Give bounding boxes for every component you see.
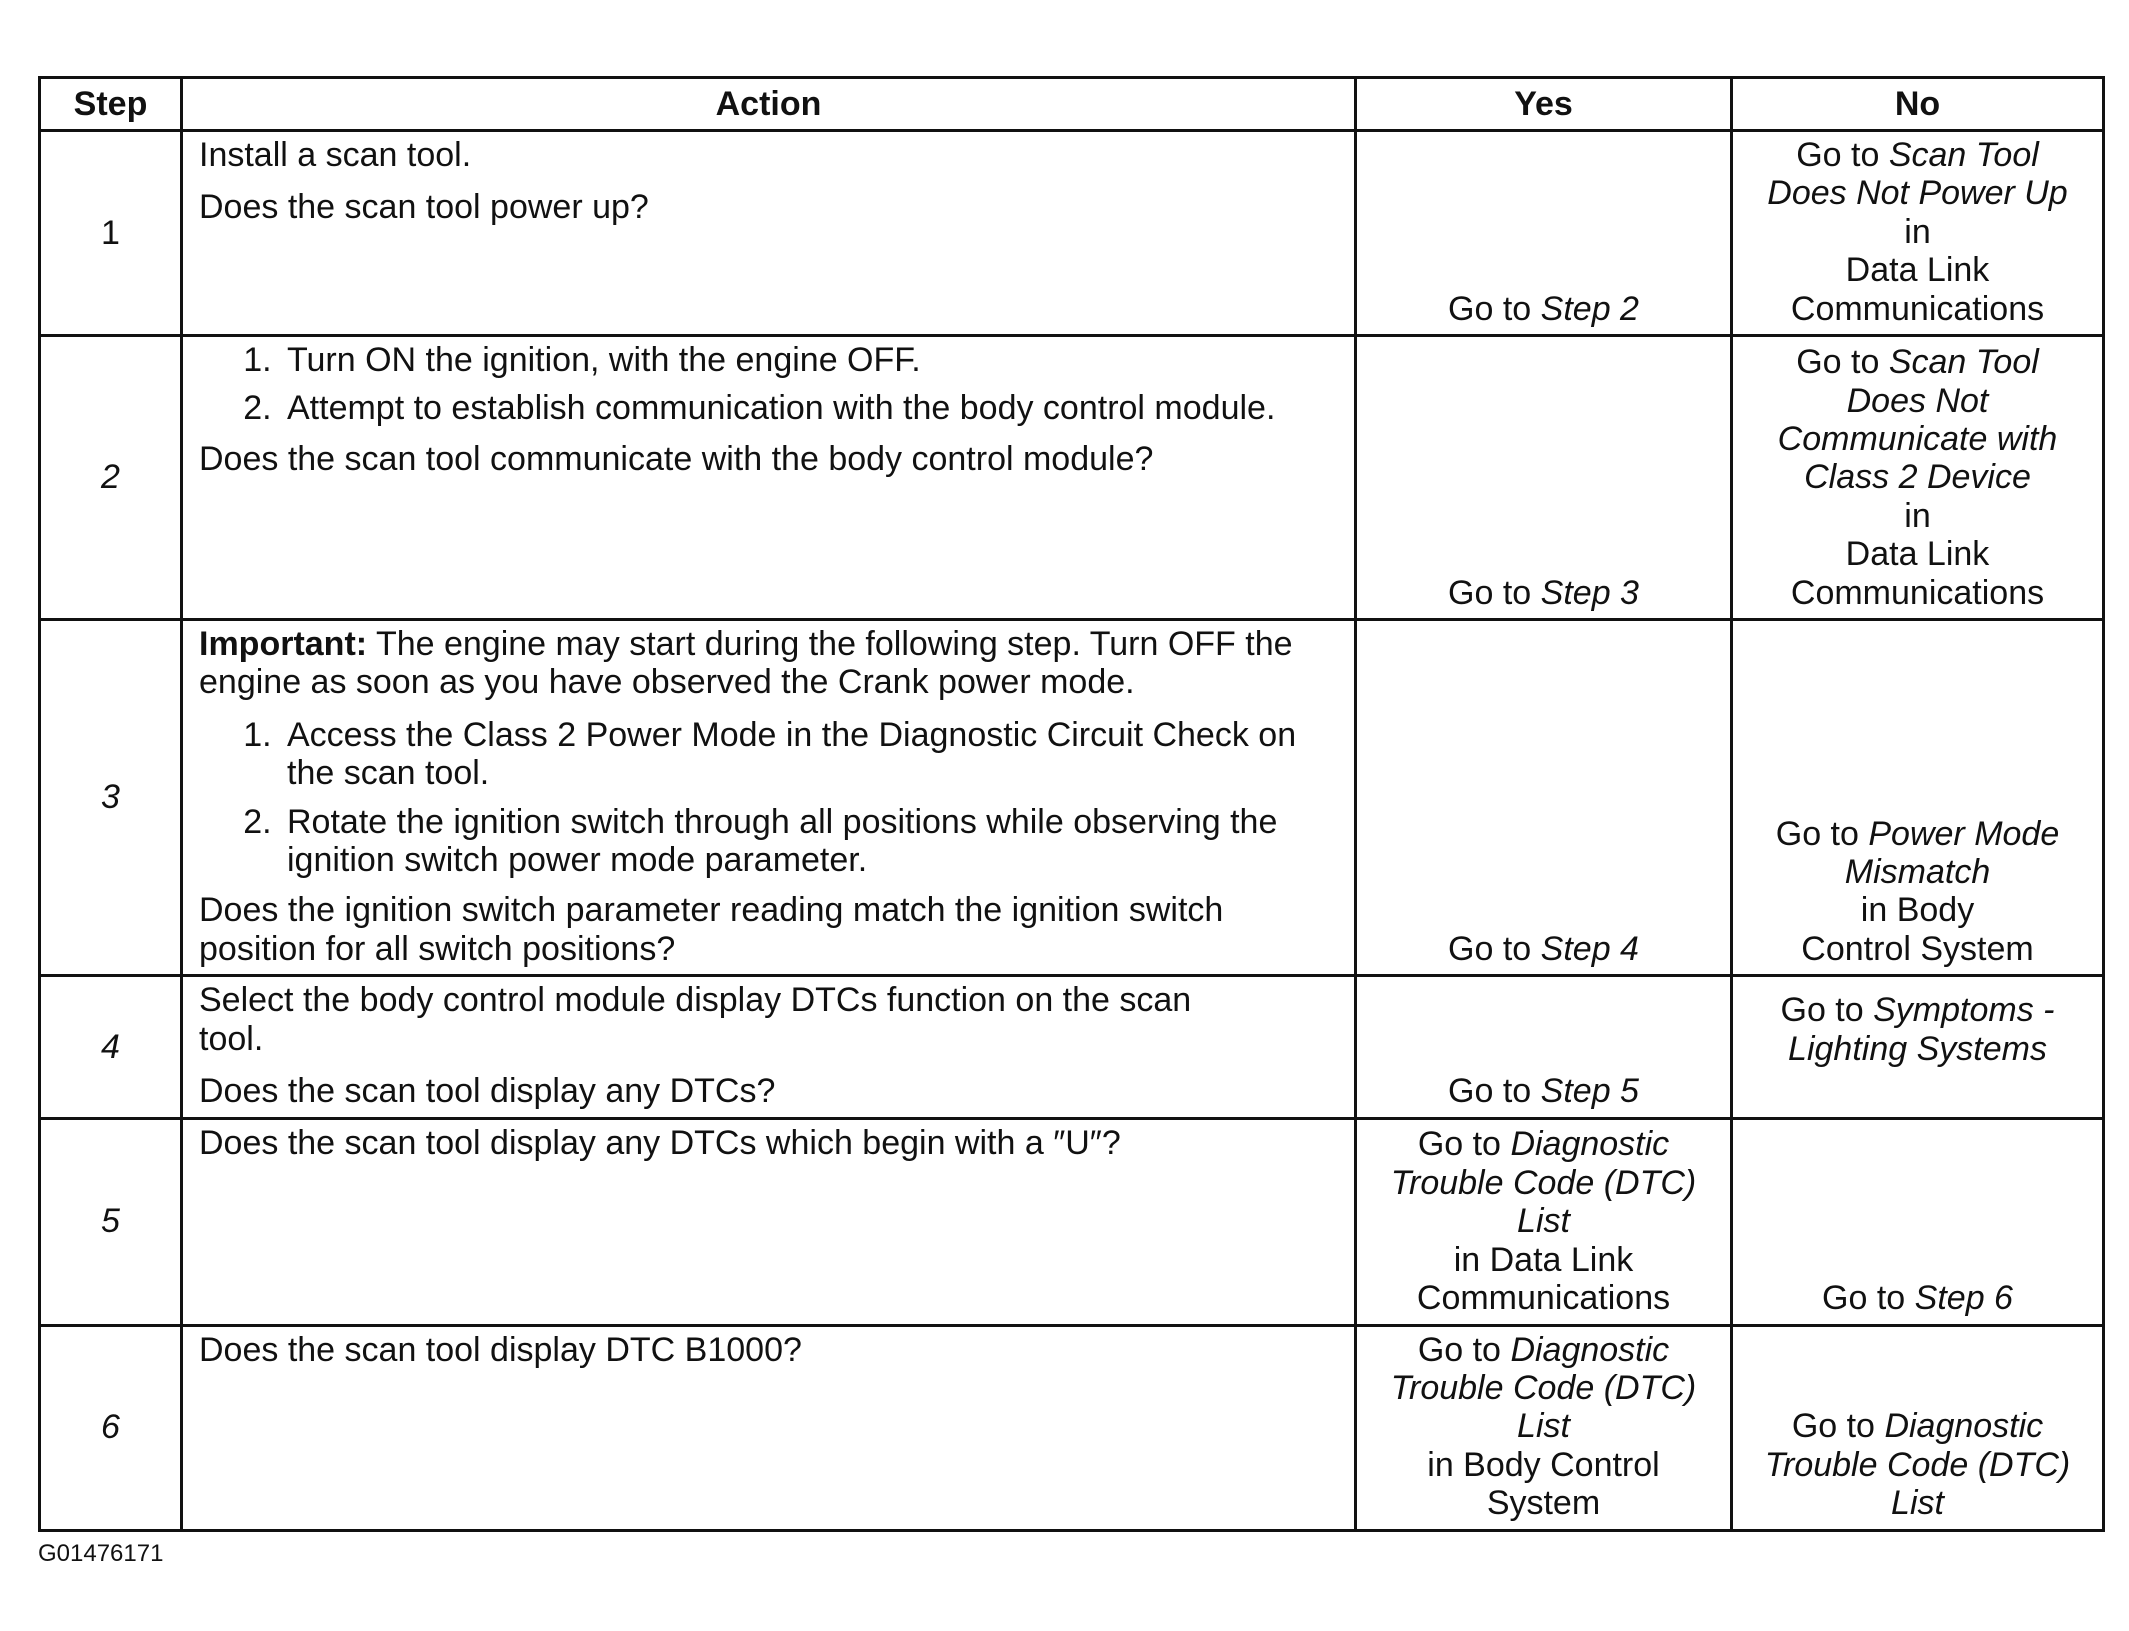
- action-question: Does the scan tool communicate with the body control module?: [199, 439, 1154, 478]
- no-system-text: Data Link: [1845, 535, 1990, 574]
- table-row-step-2: [40, 336, 2104, 620]
- action-cell: [182, 1118, 1356, 1325]
- header-action: Action: [182, 78, 1356, 131]
- yes-prefix: Go to: [1448, 573, 1532, 612]
- no-system-text: Communications: [1790, 573, 2045, 612]
- no-prefix: Go to: [1796, 136, 1880, 174]
- no-cell: [1732, 131, 2104, 336]
- yes-link-step-2[interactable]: Step 2: [1540, 289, 1639, 328]
- no-cell: [1732, 336, 2104, 620]
- yes-link-part[interactable]: Diagnostic: [1510, 1330, 1670, 1369]
- diagnostic-table: [38, 76, 2105, 1532]
- yes-cell: [1356, 1325, 1732, 1530]
- action-cell: [182, 1325, 1356, 1530]
- action-cell: [182, 620, 1356, 976]
- action-steps-list: [199, 716, 1338, 880]
- action-question: Does the scan tool power up?: [199, 188, 649, 227]
- no-link-part[interactable]: Diagnostic: [1884, 1407, 2044, 1446]
- header-step: Step: [40, 78, 182, 131]
- yes-system-text: in Body Control: [1427, 1445, 1660, 1484]
- figure-id: G01476171: [38, 1540, 164, 1567]
- action-steps-list: [199, 341, 1338, 428]
- no-link-part[interactable]: Scan Tool: [1888, 136, 2039, 174]
- yes-link-step-4[interactable]: Step 4: [1540, 929, 1639, 968]
- no-cell: [1732, 1118, 2104, 1325]
- yes-system-text: System: [1486, 1484, 1601, 1523]
- no-prefix: Go to: [1775, 814, 1859, 853]
- yes-cell: [1356, 131, 1732, 336]
- action-step-item: 2. Attempt to establish communication with the body control module.: [281, 389, 1338, 427]
- no-link-step-6[interactable]: Step 6: [1914, 1279, 2013, 1318]
- yes-system-text: in Data Link: [1453, 1240, 1634, 1279]
- step-number: 4: [40, 976, 182, 1118]
- action-step-item: 1. Turn ON the ignition, with the engine OFF.: [281, 341, 1338, 379]
- yes-link-step-3[interactable]: Step 3: [1540, 573, 1639, 612]
- table-row-step-4: [40, 976, 2104, 1118]
- no-in-text: in: [1904, 212, 1931, 251]
- action-question: Does the ignition switch parameter reading match the ignition switch position for all switch positions?: [199, 891, 1224, 968]
- important-note: [199, 625, 1338, 702]
- step-number: 3: [40, 620, 182, 976]
- no-system-text: in Body: [1860, 891, 1975, 930]
- action-cell: [182, 976, 1356, 1118]
- no-link-part[interactable]: Scan Tool: [1888, 343, 2039, 382]
- action-cell: [182, 336, 1356, 620]
- yes-prefix: Go to: [1448, 1072, 1532, 1111]
- yes-prefix: Go to: [1417, 1330, 1501, 1369]
- step-number: 1: [40, 131, 182, 336]
- no-system-text: Control System: [1801, 929, 2034, 968]
- no-prefix: Go to: [1780, 991, 1864, 1030]
- yes-link-part[interactable]: Trouble Code (DTC): [1390, 1163, 1697, 1202]
- action-question: Does the scan tool display DTC B1000?: [199, 1330, 802, 1369]
- yes-cell: [1356, 336, 1732, 620]
- no-link-part[interactable]: List: [1891, 1484, 1944, 1523]
- no-cell: [1732, 620, 2104, 976]
- table-row-step-1: [40, 131, 2104, 336]
- no-cell: [1732, 976, 2104, 1118]
- table-row-step-5: [40, 1118, 2104, 1325]
- table-row-step-3: [40, 620, 2104, 976]
- yes-prefix: Go to: [1448, 289, 1532, 328]
- step-number: 6: [40, 1325, 182, 1530]
- no-system-text: Data Link: [1845, 251, 1990, 290]
- yes-cell: [1356, 976, 1732, 1118]
- yes-system-text: Communications: [1416, 1279, 1671, 1318]
- no-link-part[interactable]: Does Not: [1846, 381, 1989, 420]
- table-row-step-6: [40, 1325, 2104, 1530]
- yes-link-step-5[interactable]: Step 5: [1540, 1072, 1639, 1111]
- header-yes: Yes: [1356, 78, 1732, 131]
- no-link-part[interactable]: Power Mode: [1868, 814, 2060, 853]
- no-system-text: Communications: [1790, 289, 2045, 328]
- yes-link-part[interactable]: Diagnostic: [1510, 1125, 1670, 1164]
- yes-link-part[interactable]: List: [1517, 1202, 1570, 1241]
- no-prefix: Go to: [1791, 1407, 1875, 1446]
- no-link-part[interactable]: Lighting Systems: [1788, 1029, 2047, 1068]
- action-question: Does the scan tool display any DTCs which begin with a ″U″?: [199, 1123, 1121, 1162]
- action-step-item: 1. Access the Class 2 Power Mode in the Diagnostic Circuit Check on the scan tool.: [281, 716, 1338, 793]
- no-link-part[interactable]: Class 2 Device: [1804, 458, 2031, 497]
- header-row: [40, 78, 2104, 131]
- yes-cell: [1356, 1118, 1732, 1325]
- yes-link-part[interactable]: List: [1517, 1407, 1570, 1446]
- yes-prefix: Go to: [1417, 1125, 1501, 1164]
- step-number: 2: [40, 336, 182, 620]
- no-link-part[interactable]: Symptoms -: [1873, 991, 2055, 1030]
- action-step-item: 2. Rotate the ignition switch through all positions while observing the ignition switch power mode parameter.: [281, 803, 1338, 880]
- yes-link-part[interactable]: Trouble Code (DTC): [1390, 1368, 1697, 1407]
- action-instruction: Select the body control module display DTCs function on the scan tool.: [199, 981, 1192, 1058]
- action-instruction: Install a scan tool.: [199, 136, 472, 174]
- no-prefix: Go to: [1796, 343, 1880, 382]
- important-label: Important:: [199, 625, 368, 664]
- header-no: No: [1732, 78, 2104, 131]
- action-cell: [182, 131, 1356, 336]
- action-question: Does the scan tool display any DTCs?: [199, 1072, 776, 1111]
- no-cell: [1732, 1325, 2104, 1530]
- no-link-part[interactable]: Trouble Code (DTC): [1764, 1445, 2071, 1484]
- important-text: The engine may start during the following step. Turn OFF the engine as soon as you have observed the Crank power mode.: [199, 625, 1293, 702]
- no-link-part[interactable]: Communicate with: [1777, 420, 2058, 458]
- no-in-text: in: [1904, 496, 1931, 535]
- no-link-part[interactable]: Does Not Power Up: [1767, 174, 2068, 213]
- step-number: 5: [40, 1118, 182, 1325]
- no-prefix: Go to: [1822, 1279, 1906, 1318]
- no-link-part[interactable]: Mismatch: [1844, 853, 1991, 892]
- yes-cell: [1356, 620, 1732, 976]
- yes-prefix: Go to: [1448, 929, 1532, 968]
